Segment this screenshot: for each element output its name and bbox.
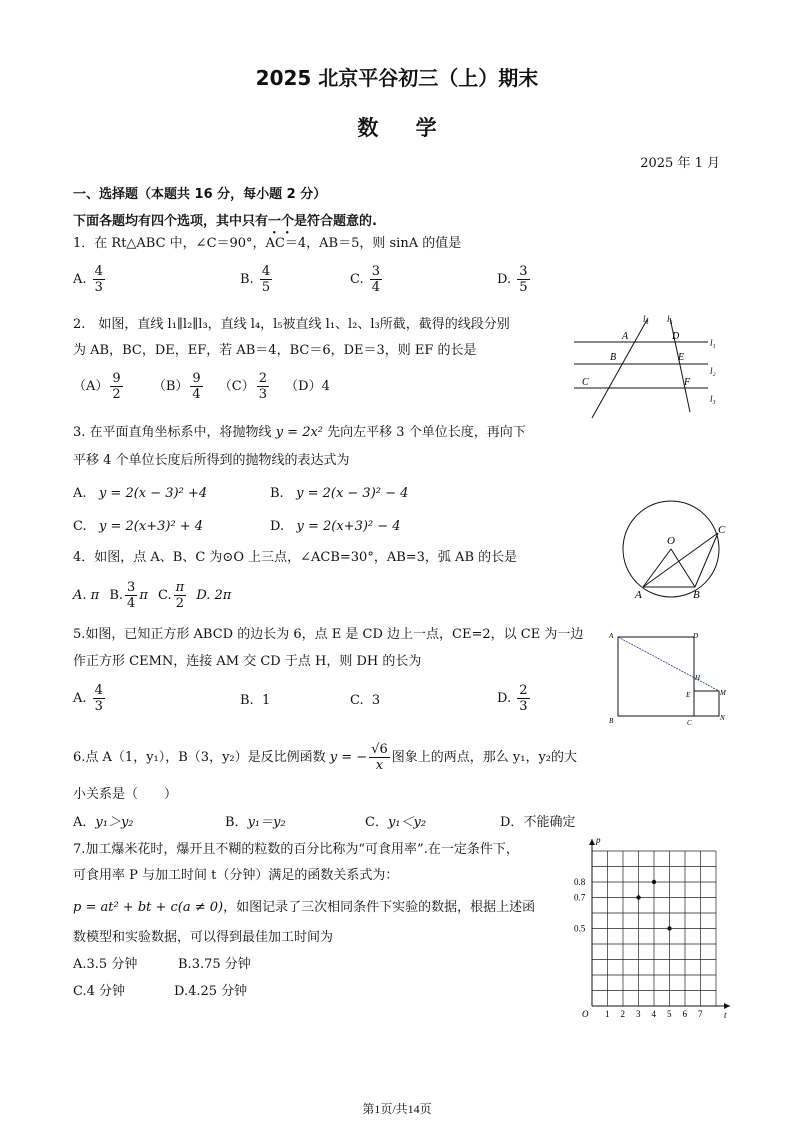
option-label: C. [350,693,364,708]
data-point [636,895,640,899]
exam-date: 2025 年 1 月 [640,156,720,171]
option-label: A． [73,815,96,830]
x-tick-label: 6 [682,1009,687,1019]
page-title: 2025 北京平谷初三（上）期末 [255,66,539,90]
x-axis-label: t [724,1010,727,1020]
point-a: A [622,331,629,342]
q7-grid-chart [570,838,730,1020]
q5-squares-figure [605,627,730,727]
fraction [370,264,382,295]
q3-option-d [270,518,401,536]
point-c: C [718,524,726,536]
q2-line2: 为 AB，BC，DE，EF，若 AB＝4，BC＝6，DE＝3，则 EF 的长是 [73,343,477,358]
q3-option-c [73,518,203,536]
option-label: B. [240,272,254,287]
q6-option-a [73,814,134,832]
fraction [260,264,272,295]
point-e: E [678,352,685,363]
square-cemn [694,691,719,716]
option-label: （D）4 [285,379,330,394]
option-label: B. [270,486,284,501]
option-label: C. [350,272,364,287]
point-b: B [609,717,614,725]
q3-expression: y = 2x² [275,425,324,440]
option-expression: y = 2(x − 3)² +4 [98,486,208,501]
q4-stem: 4．如图，点 A、B、C 为⊙O 上三点，∠ACB=30°，AB=3，弧 AB 的长是 [73,550,518,565]
q2-parallel-lines-figure [570,312,730,422]
chart-axes [589,839,730,1009]
numerator: 4 [94,683,103,698]
option-label: A. [73,272,87,287]
denominator: 5 [519,280,528,295]
numerator: 2 [258,371,268,386]
x-tick-label: 3 [636,1009,641,1019]
q3-option-b [270,485,408,503]
numerator: 9 [112,371,121,386]
q4-circle-figure [615,495,735,605]
q6-expression-lhs: y = − [329,750,368,765]
numerator: 9 [192,371,201,386]
y-tick-label: 0.5 [574,923,586,934]
point-m: M [720,689,726,697]
q5-line1: 5.如图，已知正方形 ABCD 的边长为 6，点 E 是 CD 边上一点，CE=2，以 CE 为一边 [73,627,584,642]
x-tick-label: 4 [651,1009,656,1019]
q6-option-b [225,814,286,832]
data-point [652,880,656,884]
fraction [257,371,269,402]
numerator: π [175,580,185,595]
label-l3: l₃ [710,394,716,404]
denominator: 4 [192,387,201,402]
q6-option-c [365,814,426,832]
label-l4: l₄ [643,314,649,324]
numerator: √6 [371,742,388,757]
denominator: 3 [94,280,103,295]
option-label: B． [225,815,248,830]
option-label: （A） [73,379,109,394]
fraction [125,580,137,611]
q5-option-d [497,683,532,714]
q1-option-c [350,264,384,295]
point-d: D [672,331,680,342]
option-label: D. [174,984,189,999]
option-value: 1 [261,693,271,708]
q7-line1: 7.加工爆米花时，爆开且不糊的粒数的百分比称为“可食用率”.在一定条件下， [73,842,519,857]
instruction-pre: 下面各题均有四个选项，其中只有 [73,214,269,229]
q7-option-b [178,956,251,974]
square-abcd [618,637,694,716]
q4-option-a: A. π [73,588,100,603]
q7-option-a [73,956,137,974]
option-text: 3.75 分钟 [191,957,251,972]
q6-line2: 小关系是（ ） [73,787,178,802]
option-label: C. [158,588,172,603]
q4-options [73,580,231,611]
fraction [190,371,202,402]
point-b: B [610,352,617,363]
point-c: C [582,377,589,388]
pi-symbol: π [139,588,148,603]
numerator: 4 [261,264,271,279]
denominator: 3 [519,699,528,714]
instruction-emphasis: 一个 [268,214,295,229]
y-axis-label: p [596,838,601,845]
option-label: D. [497,272,512,287]
label-l2: l₂ [710,366,716,376]
option-text: 4 分钟 [86,984,126,999]
line-l4 [592,318,648,418]
q3-line2: 平移 4 个单位长度后所得到的抛物线的表达式为 [73,453,350,468]
option-label: D． [500,815,524,830]
option-label: （C） [218,379,255,394]
option-text: y₁＞y₂ [95,815,134,830]
numerator: 3 [519,264,528,279]
q5-option-c [350,692,380,710]
option-expression: y = 2(x+3)² + 4 [99,519,204,534]
page-footer: 第1页/共14页 [362,1102,432,1116]
q5-option-b [240,692,270,710]
origin-label: O [582,1009,589,1019]
y-tick-label: 0.7 [574,892,586,903]
y-tick-label: 0.8 [574,877,586,887]
fraction [517,264,529,295]
radius-oa [643,549,671,587]
radius-ob [671,549,695,587]
q7-expression: p = at² + bt + c(a ≠ 0) [73,900,224,915]
segment-am [618,637,719,691]
q7-line2: 可食用率 P 与加工时间 t（分钟）满足的函数关系式为： [73,868,399,883]
denominator: 2 [112,387,121,402]
numerator: 2 [519,683,528,698]
label-l5: l₅ [667,314,673,324]
chart-grid [592,851,716,1006]
point-n: N [720,714,725,722]
x-axis-arrow [724,1003,730,1009]
q7-option-d [174,983,247,1001]
instruction-post: 是符合题意的. [294,214,377,229]
option-label: B. [109,588,124,603]
chart-ticks [574,838,727,1020]
q6-line1 [73,742,577,773]
option-label: A. [73,486,87,501]
q1-stem: 1．在 Rt△ABC 中，∠C＝90°，AC＝4，AB＝5，则 sinA 的值是 [73,236,462,251]
point-a: A [609,632,614,640]
data-point [667,926,671,930]
point-a: A [635,589,642,601]
option-label: B. [240,693,254,708]
section-instruction [73,210,377,237]
option-text: y₁＜y₂ [387,815,427,830]
point-o: O [667,535,675,547]
option-label: A. [73,691,87,706]
fraction [110,371,122,402]
denominator: 4 [127,596,136,611]
q4-option-d: D. 2π [196,588,232,603]
option-text: 4.25 分钟 [188,984,248,999]
denominator: 3 [258,387,268,402]
section-heading: 一、选择题（本题共 16 分，每小题 2 分） [73,187,327,202]
option-label: C. [73,984,87,999]
q7-line4: 数模型和实验数据，可以得到最佳加工时间为 [73,930,334,945]
option-text: 不能确定 [523,815,576,830]
denominator: 5 [261,280,271,295]
q7-line3 [73,899,535,917]
fraction [93,264,105,295]
q7-text-post: ，如图记录了三次相同条件下实验的数据，根据上述函 [223,900,536,915]
x-tick-label: 1 [605,1009,610,1019]
denominator: 3 [94,699,103,714]
option-expression: y = 2(x − 3)² − 4 [296,486,409,501]
option-text: y₁＝y₂ [247,815,286,830]
label-l1: l₁ [710,338,716,348]
q3-option-a [73,485,207,503]
q5-option-a [73,683,107,714]
q1-option-b [240,264,274,295]
x-tick-label: 5 [667,1009,672,1019]
numerator: 3 [127,580,136,595]
option-label: A. [73,957,87,972]
x-tick-label: 7 [698,1009,703,1019]
q3-text-pre: 3. 在平面直角坐标系中，将抛物线 [73,425,272,440]
q2-options [73,371,330,402]
q3-line1 [73,424,526,442]
numerator: 3 [371,264,381,279]
point-d: D [693,632,699,640]
point-f: F [684,377,691,388]
option-value: 3 [371,693,381,708]
point-c: C [687,719,692,727]
subject-title: 数 学 [357,116,437,140]
x-tick-label: 2 [620,1009,625,1019]
numerator: 4 [94,264,103,279]
option-label: D. [497,691,512,706]
option-text: 3.5 分钟 [86,957,138,972]
option-label: D. [270,519,285,534]
option-label: （B） [152,379,189,394]
q1-option-a [73,264,107,295]
point-b: B [693,589,700,601]
fraction [369,742,390,773]
option-label: B. [178,957,192,972]
fraction [174,580,187,611]
point-e: E [686,691,691,699]
q6-text-post: 图象上的两点，那么 y₁，y₂的大 [391,750,577,765]
option-label: C. [73,519,87,534]
fraction [93,683,105,714]
y-axis-arrow [589,839,595,845]
fraction [517,683,529,714]
q5-line2: 作正方形 CEMN，连接 AM 交 CD 于点 H，则 DH 的长为 [73,654,422,669]
q2-line1: 2. 如图，直线 l₁∥l₂∥l₃，直线 l₄，l₅被直线 l₁、l₂、l₃所截，截得的线段分别 [73,317,510,332]
q7-option-c [73,983,125,1001]
denominator: 2 [175,596,185,611]
denominator: 4 [371,280,381,295]
option-expression: y = 2(x+3)² − 4 [296,519,401,534]
denominator: x [375,758,384,773]
q6-text-pre: 6.点 A（1，y₁），B（3，y₂）是反比例函数 [73,750,326,765]
option-label: C． [365,815,388,830]
point-h: H [695,674,701,682]
q6-option-d [500,814,575,832]
q3-text-post: 先向左平移 3 个单位长度，再向下 [327,425,526,440]
q1-option-d [497,264,532,295]
